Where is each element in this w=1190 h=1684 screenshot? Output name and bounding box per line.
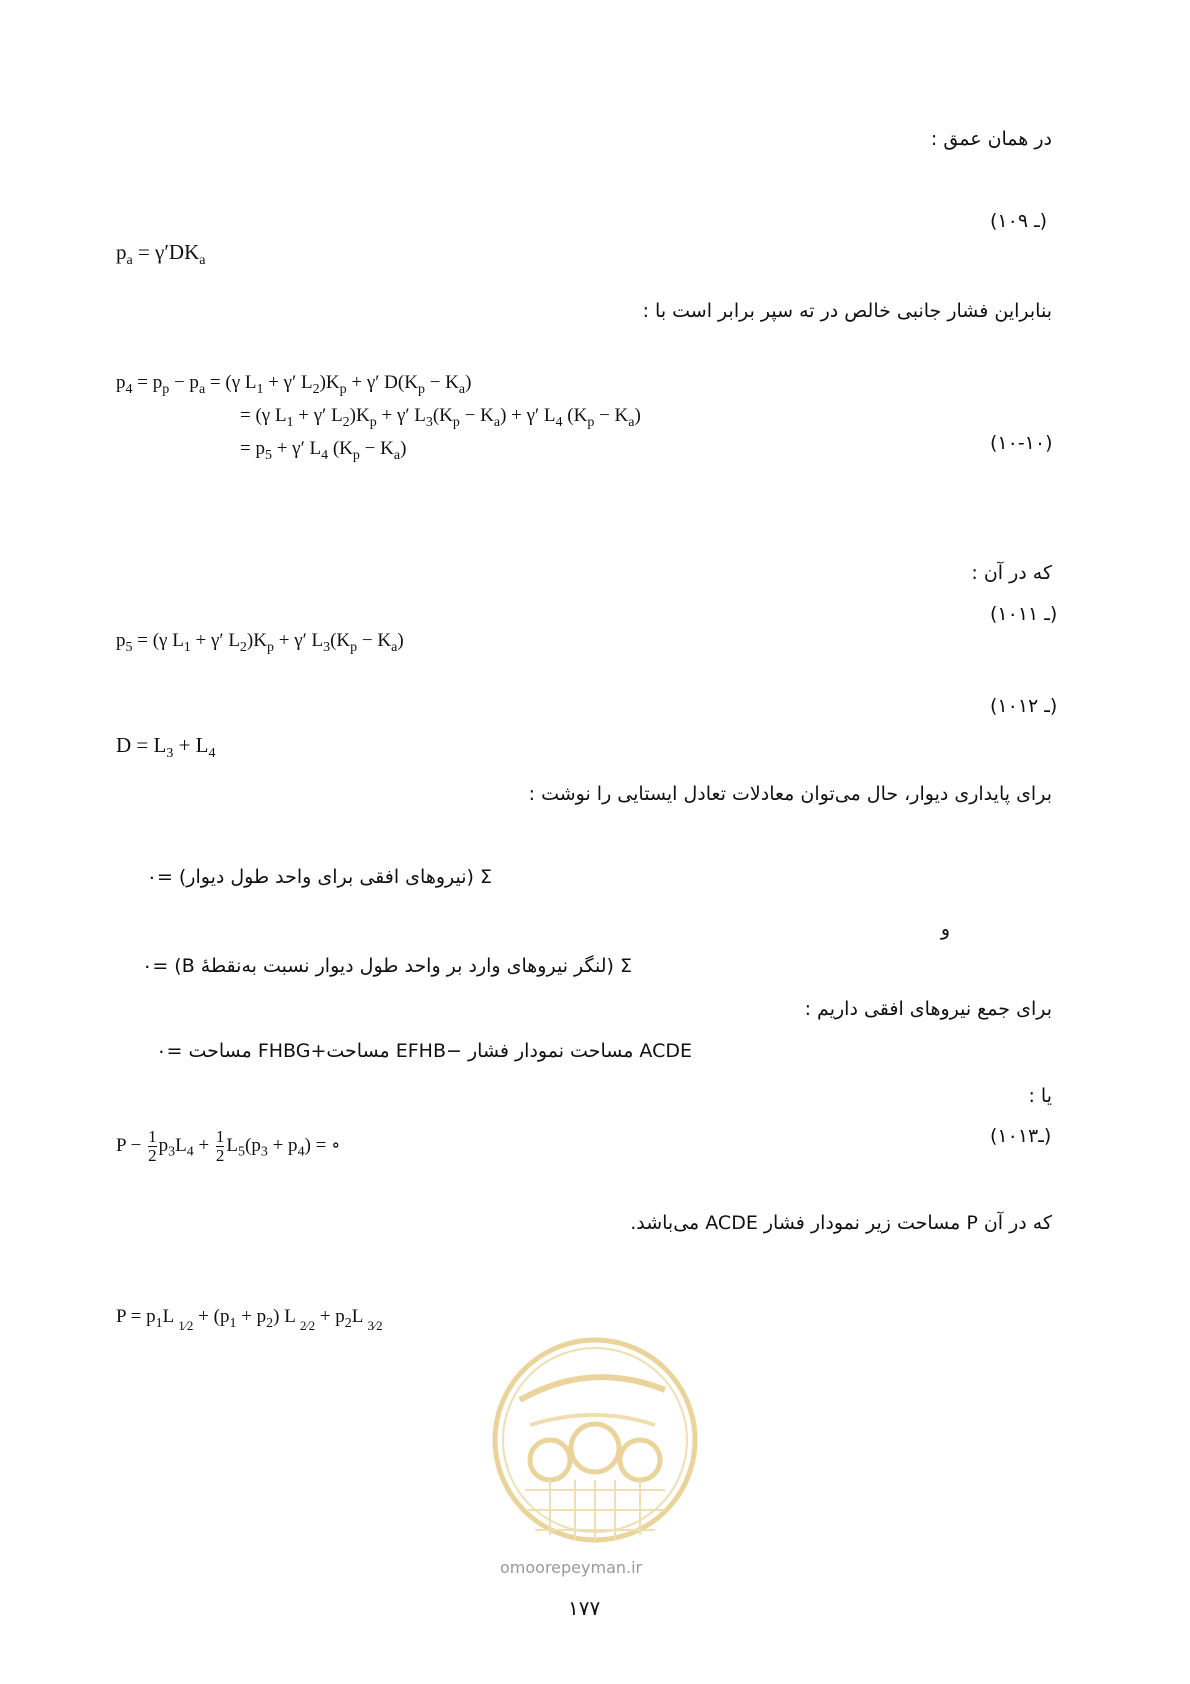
equation-9: $p_a = \gamma'DK_a$ xyxy=(116,240,206,269)
equation-12: $D = L_3 + L_4$ xyxy=(116,733,216,762)
text-line: برای پایداری دیوار، حال می‌توان معادلات تعادل ایستایی را نوشت : xyxy=(528,783,1052,805)
equation-p: $P = p_1L$ 1⁄2 + $(p_1 + p_2)$ L 2⁄2 + $p_2L$ 3⁄2 xyxy=(116,1306,383,1333)
watermark-url: omoorepeyman.ir xyxy=(500,1558,643,1577)
area-equation: ACDE مساحت نمودار فشار −EFHB مساحت+FHBG مساحت =۰ xyxy=(156,1040,692,1062)
equation-number: (۱۰ـ۱۳) xyxy=(990,1125,1052,1147)
equation-11: $p_5 = (\gamma$ $L_1 + \gamma'$ $L_2)K_p + \gamma'$ $L_3(K_p - K_a)$ xyxy=(116,630,404,655)
equation-number: (۱۰ـ ۹) xyxy=(990,210,1048,232)
text-and: و xyxy=(940,918,950,940)
text-line: یا : xyxy=(1028,1085,1052,1107)
equation-number: (۱۰ـ ۱۲) xyxy=(990,695,1058,717)
text-line: در همان عمق : xyxy=(930,128,1052,150)
text-line: که در آن : xyxy=(971,562,1052,584)
equation-number: (۱۰-۱۰) xyxy=(990,432,1053,454)
text-line: برای جمع نیروهای افقی داریم : xyxy=(804,998,1052,1020)
publisher-logo xyxy=(490,1330,700,1560)
equation-10-line3: = $p_5 + \gamma'$ $L_4$ $(K_p - K_a)$ xyxy=(240,438,407,463)
text-line: بنابراین فشار جانبی خالص در ته سپر برابر است با : xyxy=(642,300,1052,322)
page-number: ۱۷۷ xyxy=(568,1596,601,1620)
sum-equation-2: Σ (لنگر نیروهای وارد بر واحد طول دیوار نسبت به‌نقطهٔ B) =۰ xyxy=(142,955,632,977)
text-line: که در آن P مساحت زیر نمودار فشار ACDE می‌باشد. xyxy=(630,1212,1052,1234)
equation-10-line2: = (γ $L_1 + \gamma'$ $L_2)K_p + \gamma'$ $L_3(K_p - K_a) + \gamma'$ $L_4$ $(K_p - K_a)$ xyxy=(240,405,641,430)
equation-number: (۱۰ـ ۱۱) xyxy=(990,603,1058,625)
sum-equation-1: Σ (نیروهای افقی برای واحد طول دیوار) =۰ xyxy=(146,866,492,888)
equation-10-line1: $p_4 = p_p - p_a = (\gamma$ $L_1 + \gamma'$ $L_2)K_p + \gamma'$ $D(K_p - K_a)$ xyxy=(116,372,472,397)
equation-13: P − $\frac{1}{2}$ $p_3L_4$ + $\frac{1}{2}$ $L_5(p_3 + p_4)$ = ∘ xyxy=(116,1127,341,1165)
